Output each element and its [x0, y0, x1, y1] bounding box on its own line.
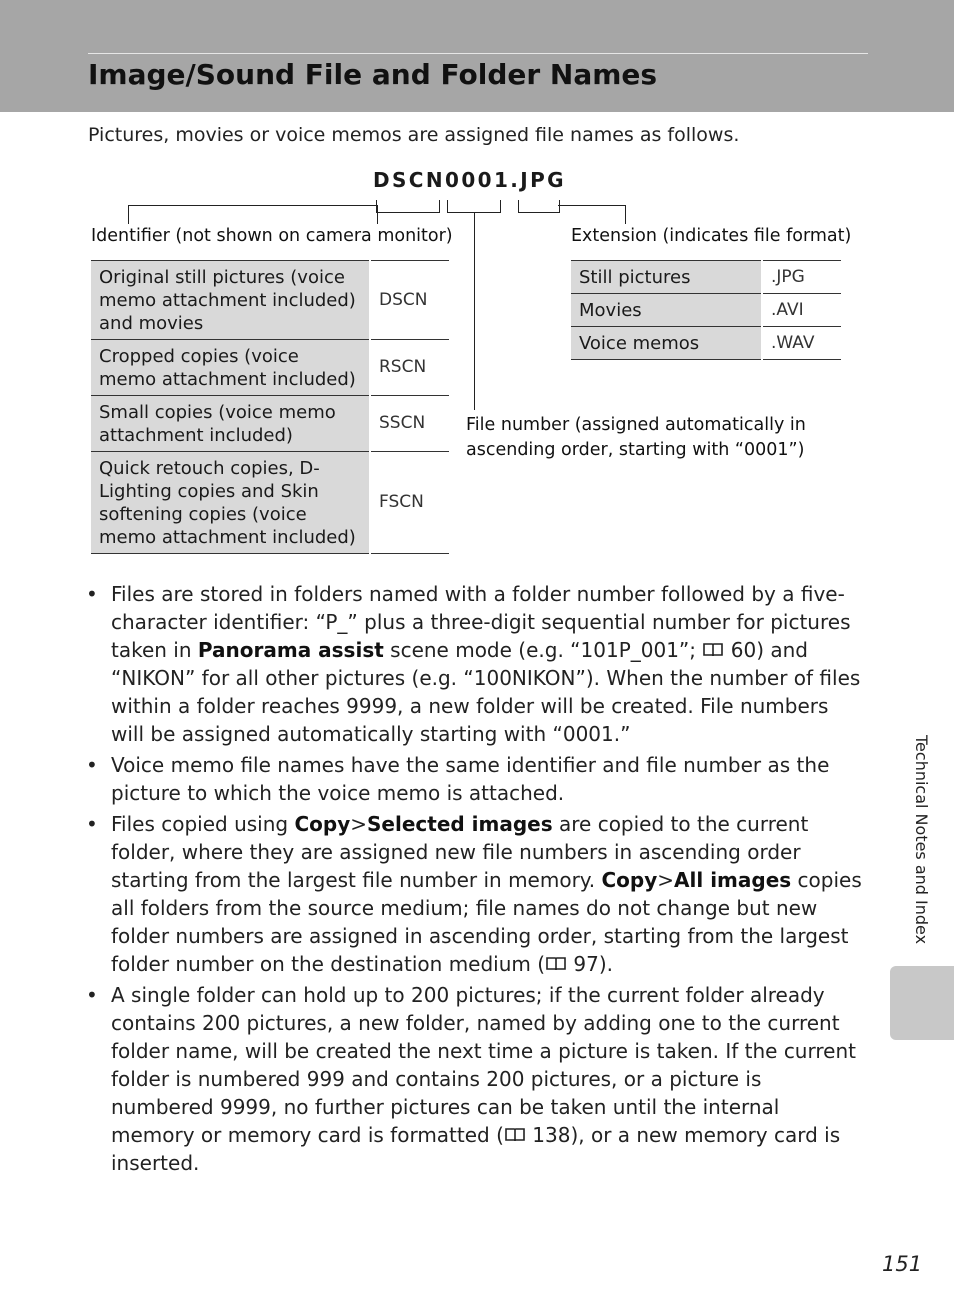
identifier-bracket — [376, 200, 440, 213]
table-row — [571, 327, 841, 360]
bullet-text: 138), or a new memory card is inserted. — [111, 1123, 841, 1175]
menu-separator: > — [657, 868, 675, 892]
book-reference-icon — [504, 1127, 526, 1143]
section-tab — [890, 966, 954, 1040]
identifier-category: Small copies (voice memo attachment included) — [91, 396, 370, 452]
extension-category: Movies — [571, 294, 762, 327]
extension-code: .JPG — [762, 261, 841, 294]
identifier-category: Original still pictures (voice memo attachment included) and movies — [91, 261, 370, 340]
bullet-icon: • — [86, 582, 98, 606]
list-item — [86, 981, 866, 1177]
bullet-text: are copied to the current folder, where they are assigned new file numbers in ascending order starting from the largest file number in memory. — [111, 812, 809, 892]
identifier-code: RSCN — [370, 340, 449, 396]
identifier-code: DSCN — [370, 261, 449, 340]
bullet-bold-text: Selected images — [367, 812, 553, 836]
page-number: 151 — [882, 1252, 923, 1276]
identifier-table — [91, 260, 449, 554]
extension-leader — [558, 205, 626, 224]
bullet-text: A single folder can hold up to 200 pictures; if the current folder already contains 200 pictures, a new folder, named by adding one to the current folder name, will be created the next time a picture is taken. If the current folder is numbered 999 and contains 200 pictures, or a picture is numbered 9999, no further pictures can be taken until the internal memory or memory card is formatted ( — [111, 983, 856, 1147]
example-filename: DSCN0001.JPG — [373, 168, 566, 192]
section-side-label: Technical Notes and Index — [912, 735, 931, 945]
bullet-text: scene mode (e.g. “101P_001”; — [383, 638, 703, 662]
identifier-code: FSCN — [370, 452, 449, 554]
bullet-text: Files are stored in folders named with a folder number followed by a five-character identifier: “P_” plus a three-digit sequential number for pictures taken in — [111, 582, 851, 662]
bullet-text: 60) and “NIKON” for all other pictures (e.g. “100NIKON”). When the number of files within a folder reaches 9999, a new folder will be created. File numbers will be assigned automatically starting with “0001.” — [111, 638, 861, 746]
list-item — [86, 580, 866, 748]
table-row — [91, 396, 449, 452]
header-band — [0, 0, 954, 112]
table-row — [571, 261, 841, 294]
file-number-leader — [474, 212, 475, 410]
bullet-bold-text: Panorama assist — [197, 638, 384, 662]
bullet-text: copies all folders from the source medium; file names do not change but new folder numbers are assigned in ascending order, starting from the largest folder number on the destination medium ( — [111, 868, 862, 976]
list-item — [86, 751, 866, 807]
identifier-category: Quick retouch copies, D-Lighting copies and Skin softening copies (voice memo attachment included) — [91, 452, 370, 554]
notes-list — [86, 580, 866, 1180]
identifier-leader — [128, 205, 378, 224]
bullet-bold-text: Copy — [601, 868, 658, 892]
extension-category: Voice memos — [571, 327, 762, 360]
bullet-bold-text: Copy — [294, 812, 351, 836]
table-row — [91, 452, 449, 554]
extension-category: Still pictures — [571, 261, 762, 294]
bullet-text: 97). — [567, 952, 614, 976]
intro-text: Pictures, movies or voice memos are assigned file names as follows. — [88, 124, 740, 146]
extension-label: Extension (indicates file format) — [571, 226, 852, 246]
identifier-code: SSCN — [370, 396, 449, 452]
bullet-icon: • — [86, 812, 98, 836]
identifier-category: Cropped copies (voice memo attachment included) — [91, 340, 370, 396]
identifier-label: Identifier (not shown on camera monitor) — [91, 226, 453, 246]
bullet-icon: • — [86, 983, 98, 1007]
extension-bracket — [518, 200, 560, 213]
bullet-icon: • — [86, 753, 98, 777]
extension-table — [571, 260, 841, 360]
header-rule — [88, 53, 868, 54]
list-item — [86, 810, 866, 978]
book-reference-icon — [702, 642, 724, 658]
bullet-bold-text: All images — [674, 868, 792, 892]
extension-code: .WAV — [762, 327, 841, 360]
table-row — [571, 294, 841, 327]
book-reference-icon — [545, 956, 567, 972]
bullet-text: Voice memo file names have the same identifier and file number as the picture to which the voice memo is attached. — [111, 753, 830, 805]
menu-separator: > — [350, 812, 368, 836]
extension-code: .AVI — [762, 294, 841, 327]
file-number-label: File number (assigned automatically in ascending order, starting with “0001”) — [466, 415, 806, 460]
page-title: Image/Sound File and Folder Names — [88, 58, 658, 91]
bullet-text: Files copied using — [111, 812, 295, 836]
table-row — [91, 340, 449, 396]
table-row — [91, 261, 449, 340]
